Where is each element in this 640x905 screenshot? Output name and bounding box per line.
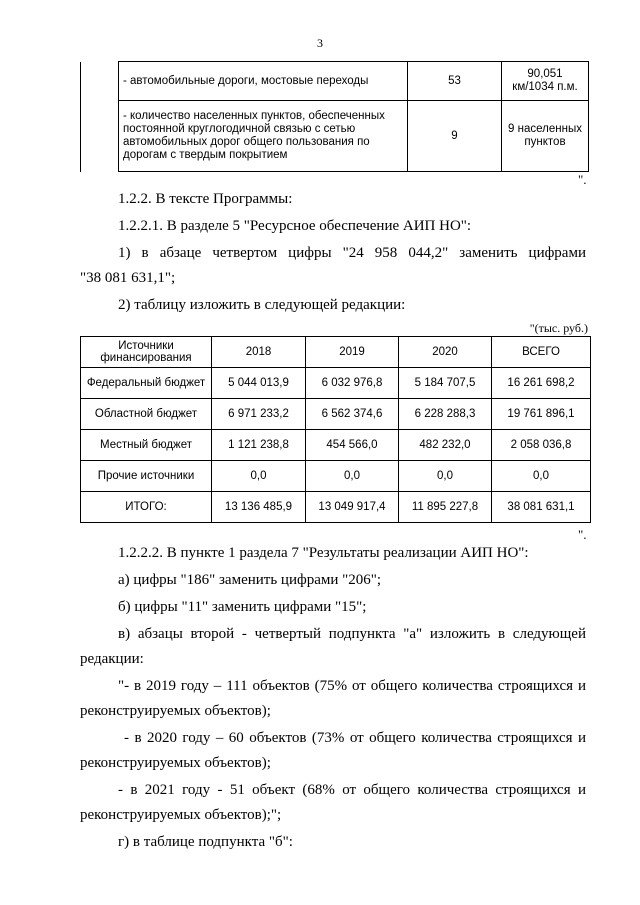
table-cell: 0,0 xyxy=(399,461,492,492)
paragraph: - в 2021 году - 51 объект (68% от общего количества строящихся и xyxy=(118,782,586,798)
table-cell-value: 9 населенных пунктов xyxy=(502,101,589,172)
paragraph: редакции: xyxy=(80,651,144,667)
table-cell: 19 761 896,1 xyxy=(492,399,591,430)
paragraph: 1.2.2. В тексте Программы: xyxy=(118,191,293,207)
paragraph: 1.2.2.2. В пункте 1 раздела 7 "Результаты реализации АИП НО": xyxy=(118,545,529,561)
paragraph: 2) таблицу изложить в следующей редакции: xyxy=(118,297,406,313)
closing-quote: ". xyxy=(578,172,587,187)
table-cell-empty xyxy=(81,101,119,172)
table-cell: 6 971 233,2 xyxy=(212,399,306,430)
closing-quote: ". xyxy=(578,527,587,542)
table-row xyxy=(81,62,589,101)
table-cell-empty xyxy=(81,62,119,101)
table-cell: 482 232,0 xyxy=(399,430,492,461)
table-cell: 6 032 976,8 xyxy=(306,368,399,399)
table-header-cell: Источники финансирования xyxy=(81,337,212,368)
table-cell: 13 136 485,9 xyxy=(212,492,306,523)
table-cell-desc: - количество населенных пунктов, обеспеченных постоянной круглогодичной связью с сетью автомобильных дорог общего пользования по дорогам с твердым покрытием xyxy=(119,101,408,172)
table-row xyxy=(81,368,591,399)
paragraph: реконструируемых объектов); xyxy=(80,703,271,719)
unit-label: "(тыс. руб.) xyxy=(529,321,588,335)
table-cell: Областной бюджет xyxy=(81,399,212,430)
table-cell-count: 9 xyxy=(408,101,502,172)
paragraph: - в 2020 году – 60 объектов (73% от общего количества строящихся и xyxy=(124,730,586,746)
table-cell: Прочие источники xyxy=(81,461,212,492)
table-cell-count: 53 xyxy=(408,62,502,101)
table-cell: Местный бюджет xyxy=(81,430,212,461)
table-cell: 11 895 227,8 xyxy=(399,492,492,523)
paragraph: в) абзацы второй - четвертый подпункта "а" изложить в следующей xyxy=(118,626,586,642)
table-cell: 16 261 698,2 xyxy=(492,368,591,399)
table-row xyxy=(81,461,591,492)
table-cell: 0,0 xyxy=(492,461,591,492)
table-row-total xyxy=(81,492,591,523)
table-cell: 5 044 013,9 xyxy=(212,368,306,399)
table-cell: 38 081 631,1 xyxy=(492,492,591,523)
table-cell: Федеральный бюджет xyxy=(81,368,212,399)
table-header-cell: 2018 xyxy=(212,337,306,368)
table-header-cell: ВСЕГО xyxy=(492,337,591,368)
table-cell: 6 228 288,3 xyxy=(399,399,492,430)
table-cell-value: 90,051 км/1034 п.м. xyxy=(502,62,589,101)
finance-table xyxy=(80,336,591,523)
table-header-row xyxy=(81,337,591,368)
table-row xyxy=(81,399,591,430)
paragraph: реконструируемых объектов); xyxy=(80,755,271,771)
table-cell: 6 562 374,6 xyxy=(306,399,399,430)
table-cell: 0,0 xyxy=(212,461,306,492)
table-cell: 454 566,0 xyxy=(306,430,399,461)
paragraph: 1) в абзаце четвертом цифры "24 958 044,2" заменить цифрами xyxy=(118,245,586,261)
table-row xyxy=(81,430,591,461)
table-header-cell: 2020 xyxy=(399,337,492,368)
paragraph: "- в 2019 году – 111 объектов (75% от общего количества строящихся и xyxy=(118,678,586,694)
paragraph: 1.2.2.1. В разделе 5 "Ресурсное обеспечение АИП НО": xyxy=(118,218,472,234)
paragraph: "38 081 631,1"; xyxy=(80,270,176,286)
table-cell: 1 121 238,8 xyxy=(212,430,306,461)
table-cell: 13 049 917,4 xyxy=(306,492,399,523)
page-number: 3 xyxy=(317,36,323,50)
table-cell: 2 058 036,8 xyxy=(492,430,591,461)
paragraph: г) в таблице подпункта "б": xyxy=(118,834,293,850)
table-cell: 0,0 xyxy=(306,461,399,492)
table-cell: ИТОГО: xyxy=(81,492,212,523)
paragraph: реконструируемых объектов);"; xyxy=(80,807,282,823)
table-header-cell: 2019 xyxy=(306,337,399,368)
table-cell-desc: - автомобильные дороги, мостовые переходы xyxy=(119,62,408,101)
table-row xyxy=(81,101,589,172)
indicators-table xyxy=(80,61,589,172)
paragraph: а) цифры "186" заменить цифрами "206"; xyxy=(118,572,382,588)
table-cell: 5 184 707,5 xyxy=(399,368,492,399)
paragraph: б) цифры "11" заменить цифрами "15"; xyxy=(118,599,367,615)
